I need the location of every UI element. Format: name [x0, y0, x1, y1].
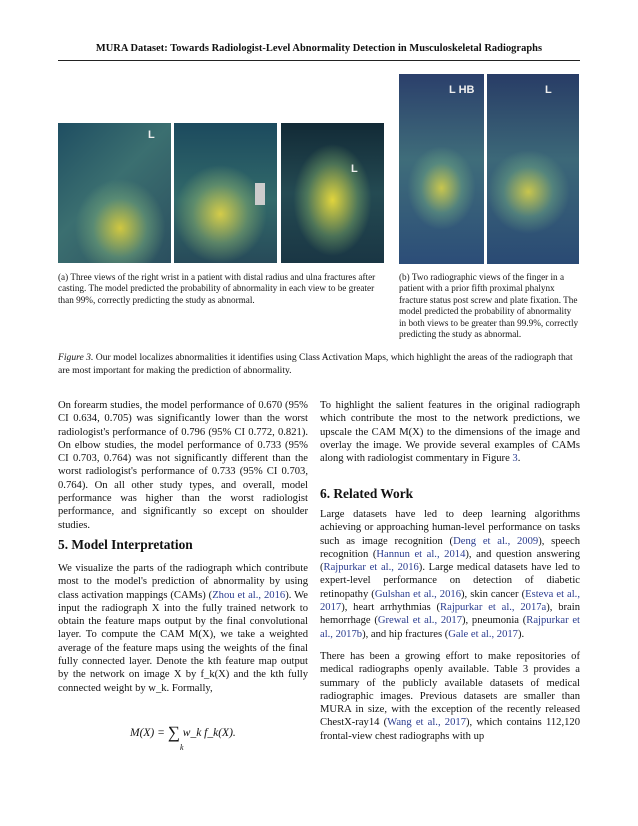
citation-link[interactable]: Esteva et al., 2017 — [320, 588, 580, 614]
xray-marker: L — [148, 129, 155, 141]
citation-link[interactable]: Rajpurkar et al., 2016 — [323, 562, 419, 574]
equation-lhs: M(X) = — [130, 727, 165, 739]
right-column-2 — [320, 508, 580, 752]
citation-link[interactable]: Zhou et al., 2016 — [212, 589, 286, 601]
paragraph: We visualize the parts of the radiograph which contribute most to the model's prediction of abnormality by using class activation mappings (CAMs) (Zhou et al., 2016). We input the radiograph X into the fully trained network to obtain the feature maps output by the final convolutional layer. To compute the CAM M(X), we take a weighted average of the feature maps using the weights of the final fully connected layer. Denote the kth feature map output by the network on image X by f_k(X) and the kth fully connected weight by w_k. Formally, — [58, 563, 308, 694]
paragraph: Large datasets have led to deep learning algorithms achieving or approaching human-level performance on tasks such as image recognition (Deng et al., 2009), speech recognition (Hannun et al., 2014), and question answering (Rajpurkar et al., 2016). Large medical datasets have led to expert-level performance on detection of diabetic retinopathy (Gulshan et al., 2016), skin cancer (Esteva et al., 2017), heart arrhythmias (Rajpurkar et al., 2017a), brain hemorrhage (Grewal et al., 2017), pneumonia (Rajpurkar et al., 2017b), and hip fractures (Gale et al., 2017). — [320, 509, 581, 640]
figure-caption-text: Our model localizes abnormalities it identifies using Class Activation Maps, which highlight the areas of the radiograph that are most important for making the prediction of abnormality. — [58, 352, 573, 376]
figure-caption — [58, 351, 580, 377]
sum-subscript: k — [180, 743, 184, 752]
finger-xray-2 — [487, 74, 579, 264]
citation-link[interactable]: Rajpurkar et al., 2017b — [320, 615, 581, 640]
header-rule — [58, 60, 580, 61]
xray-marker: L — [351, 163, 358, 175]
equation-rhs: w_k f_k(X). — [182, 727, 236, 739]
left-column-2 — [58, 562, 308, 704]
paragraph: There has been a growing effort to make repositories of medical radiographs openly available. Table 3 provides a summary of the publicly available datasets of medical radiographic images. Previous datasets are smaller than MURA in size, with the exception of the recently released ChestX-ray14 (Wang et al., 2017), which contains 112,120 frontal-view chest radiographs with up — [320, 650, 581, 742]
figure-label: Figure 3. — [58, 352, 94, 363]
paragraph: To highlight the salient features in the original radiograph which contribute the most to the network predictions, we upscale the CAM M(X) to the dimensions of the image and overlay the image. We provide several examples of CAMs along with radiologist commentary in Figure 3. — [320, 400, 580, 465]
section-heading-6: 6. Related Work — [320, 486, 414, 501]
equation — [130, 721, 236, 752]
subcaption-a: (a) Three views of the right wrist in a patient with distal radius and ulna fractures after casting. The model predicted the probability of abnormality in each view to be greater than 99%, correctly predicting the study as abnormal. — [58, 272, 376, 305]
wrist-xray-3 — [281, 123, 384, 263]
wrist-xray-1 — [58, 123, 171, 263]
paragraph: On forearm studies, the model performance of 0.670 (95% CI 0.634, 0.705) was significantly lower than the worst radiologist's performance of 0.796 (95% CI 0.772, 0.821). On elbow studies, the model performance of 0.733 (95% CI 0.703, 0.764) was not significantly different than the worst radiologist's performance of 0.733 (95% CI 0.703, 0.764). On all other study types, and overall, model performance was higher than the worst radiologist performance, and significantly so except on shoulder studies. — [58, 400, 308, 531]
subcaption-b: (b) Two radiographic views of the finger in a patient with a prior fifth proximal phalynx fracture status post screw and plate fixation. The model predicted the probability of abnormality in both views to be greater than 99.9%, correctly predicting the study as abnormal. — [399, 272, 579, 340]
xray-scale-icon — [255, 183, 265, 205]
section-heading-5: 5. Model Interpretation — [58, 537, 193, 552]
figure-link[interactable]: 3 — [512, 453, 518, 465]
wrist-xray-2 — [174, 123, 277, 263]
citation-link[interactable]: Wang et al., 2017 — [387, 717, 466, 729]
finger-xray-1 — [399, 74, 484, 264]
xray-marker: L — [545, 84, 552, 96]
citation-link[interactable]: Gulshan et al., 2016 — [374, 588, 461, 600]
citation-link[interactable]: Gale et al., 2017 — [448, 628, 518, 640]
right-column — [320, 399, 580, 474]
xray-marker: L HB — [449, 84, 475, 96]
sum-symbol: ∑ — [167, 723, 180, 742]
running-title: MURA Dataset: Towards Radiologist-Level Abnormality Detection in Musculoskeletal Radiographs — [95, 43, 543, 54]
citation-link[interactable]: Hannun et al., 2014 — [376, 548, 466, 560]
left-column — [58, 399, 308, 541]
citation-link[interactable]: Grewal et al., 2017 — [377, 615, 463, 627]
citation-link[interactable]: Deng et al., 2009 — [453, 535, 539, 547]
citation-link[interactable]: Rajpurkar et al., 2017a — [440, 602, 547, 614]
